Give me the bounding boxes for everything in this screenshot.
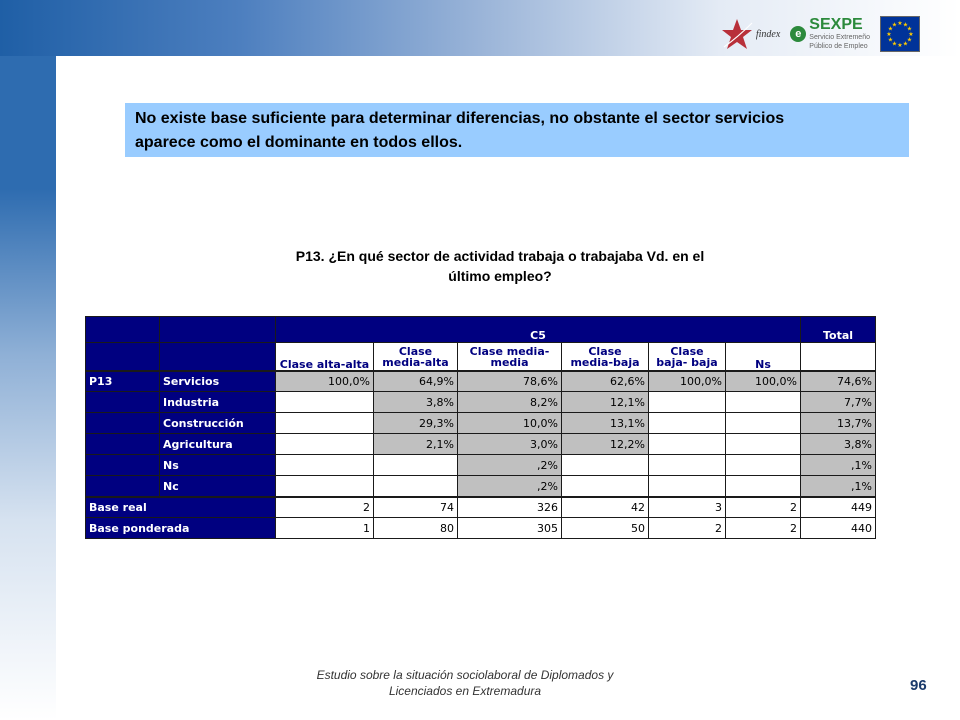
row-label: Industria xyxy=(160,392,276,413)
table-cell: 42 xyxy=(562,497,649,518)
table-cell xyxy=(649,434,726,455)
question-line-2: último empleo? xyxy=(448,268,552,284)
col-header-4: Clase baja- baja xyxy=(649,343,726,371)
eu-star-icon: ★ xyxy=(897,43,903,49)
table-cell: ,2% xyxy=(458,476,562,497)
question-line-1: P13. ¿En qué sector de actividad trabaja o trabajaba Vd. en el xyxy=(295,248,705,264)
table-cell: 3,8% xyxy=(374,392,458,413)
findex-logo xyxy=(720,17,780,51)
question-label-cell xyxy=(85,413,160,434)
table-row xyxy=(85,413,876,434)
col-header-0: Clase alta-alta xyxy=(276,343,374,371)
total-cell: ,1% xyxy=(801,455,876,476)
footer-line-1: Estudio sobre la situación sociolaboral de Diplomados y xyxy=(316,668,614,682)
sexpe-subtitle-2: Público de Empleo xyxy=(809,43,868,50)
total-cell: 449 xyxy=(801,497,876,518)
corner-cell xyxy=(85,316,160,343)
table-cell xyxy=(562,455,649,476)
row-label: Base ponderada xyxy=(85,518,276,539)
footer-caption xyxy=(260,667,670,699)
table-cell xyxy=(374,476,458,497)
table-cell: 3 xyxy=(649,497,726,518)
star-icon xyxy=(720,17,754,51)
table-cell xyxy=(649,392,726,413)
table-cell xyxy=(276,392,374,413)
table-cell: 74 xyxy=(374,497,458,518)
table-cell xyxy=(276,434,374,455)
total-cell: 7,7% xyxy=(801,392,876,413)
footer-line-2: Licenciados en Extremadura xyxy=(388,684,542,698)
question-label-cell xyxy=(85,455,160,476)
table-cell: 305 xyxy=(458,518,562,539)
total-cell: 74,6% xyxy=(801,371,876,392)
table-cell: ,2% xyxy=(458,455,562,476)
row-label: Ns xyxy=(160,455,276,476)
table-cell xyxy=(649,413,726,434)
table-cell: 29,3% xyxy=(374,413,458,434)
logo-strip xyxy=(720,12,920,56)
column-header-row xyxy=(85,343,876,371)
table-cell: 2 xyxy=(726,497,801,518)
table-cell: 78,6% xyxy=(458,371,562,392)
table-cell: 62,6% xyxy=(562,371,649,392)
base-real-row xyxy=(85,497,876,518)
table-cell: 50 xyxy=(562,518,649,539)
total-cell: ,1% xyxy=(801,476,876,497)
total-label: Total xyxy=(801,316,876,343)
page-number: 96 xyxy=(910,677,927,694)
table-cell: 13,1% xyxy=(562,413,649,434)
base-ponderada-row xyxy=(85,518,876,539)
table-cell: 326 xyxy=(458,497,562,518)
table-cell xyxy=(276,413,374,434)
callout-line-1: No existe base suficiente para determinar diferencias, no obstante el sector servicios xyxy=(135,110,785,127)
table-cell: 2 xyxy=(649,518,726,539)
table-cell: 100,0% xyxy=(649,371,726,392)
data-rows xyxy=(85,371,876,497)
table-cell xyxy=(374,455,458,476)
question-title xyxy=(230,246,770,286)
table-cell xyxy=(276,476,374,497)
table-cell xyxy=(726,455,801,476)
eu-star-icon: ★ xyxy=(887,37,894,44)
question-label-cell xyxy=(85,392,160,413)
total-cell: 3,8% xyxy=(801,434,876,455)
row-label: Nc xyxy=(160,476,276,497)
row-label: Base real xyxy=(85,497,276,518)
eu-star-icon: ★ xyxy=(887,26,894,33)
table-cell: 2,1% xyxy=(374,434,458,455)
table-row xyxy=(85,455,876,476)
eu-star-icon: ★ xyxy=(906,37,913,44)
table-cell xyxy=(649,455,726,476)
table-cell xyxy=(649,476,726,497)
table-row xyxy=(85,434,876,455)
results-table xyxy=(85,316,876,539)
left-gradient-band xyxy=(0,56,56,720)
table-cell: 8,2% xyxy=(458,392,562,413)
sexpe-subtitle-1: Servicio Extremeño xyxy=(809,34,870,41)
table-row xyxy=(85,371,876,392)
total-cell: 440 xyxy=(801,518,876,539)
group-header-row xyxy=(85,316,876,343)
row-label: Servicios xyxy=(160,371,276,392)
col-header-2: Clase media- media xyxy=(458,343,562,371)
question-label-cell xyxy=(85,434,160,455)
summary-callout xyxy=(125,103,909,157)
table-cell: 100,0% xyxy=(276,371,374,392)
group-label: C5 xyxy=(276,316,801,343)
table-cell: 12,2% xyxy=(562,434,649,455)
eu-star-icon: ★ xyxy=(902,22,909,29)
table-cell: 2 xyxy=(726,518,801,539)
table-cell: 3,0% xyxy=(458,434,562,455)
sexpe-logo xyxy=(790,17,870,51)
table-cell xyxy=(726,392,801,413)
sexpe-e-icon: e xyxy=(790,26,806,42)
eu-star-icon: ★ xyxy=(908,32,914,38)
table-cell: 64,9% xyxy=(374,371,458,392)
eu-star-icon: ★ xyxy=(902,41,909,48)
eu-star-icon: ★ xyxy=(897,21,903,27)
col-header-5: Ns xyxy=(726,343,801,371)
table-cell: 10,0% xyxy=(458,413,562,434)
row-label: Agricultura xyxy=(160,434,276,455)
table-cell: 1 xyxy=(276,518,374,539)
table-cell: 2 xyxy=(276,497,374,518)
eu-star-icon: ★ xyxy=(906,26,913,33)
table-cell xyxy=(726,413,801,434)
corner-cell xyxy=(160,316,276,343)
table-cell: 12,1% xyxy=(562,392,649,413)
question-label-cell: P13 xyxy=(85,371,160,392)
table-cell xyxy=(562,476,649,497)
table-cell: 100,0% xyxy=(726,371,801,392)
question-label-cell xyxy=(85,476,160,497)
table-cell xyxy=(726,476,801,497)
findex-wordmark: findex xyxy=(755,28,781,40)
callout-line-2: aparece como el dominante en todos ellos. xyxy=(135,134,463,151)
eu-star-icon: ★ xyxy=(891,22,898,29)
col-header-3: Clase media-baja xyxy=(562,343,649,371)
table-cell xyxy=(276,455,374,476)
table-cell xyxy=(726,434,801,455)
eu-flag-icon xyxy=(880,16,920,52)
eu-star-icon: ★ xyxy=(891,41,898,48)
row-label: Construcción xyxy=(160,413,276,434)
sexpe-name: SEXPE xyxy=(809,16,863,33)
total-cell: 13,7% xyxy=(801,413,876,434)
col-header-1: Clase media-alta xyxy=(374,343,458,371)
table-cell: 80 xyxy=(374,518,458,539)
eu-star-icon: ★ xyxy=(886,32,892,38)
table-row xyxy=(85,476,876,497)
table-row xyxy=(85,392,876,413)
